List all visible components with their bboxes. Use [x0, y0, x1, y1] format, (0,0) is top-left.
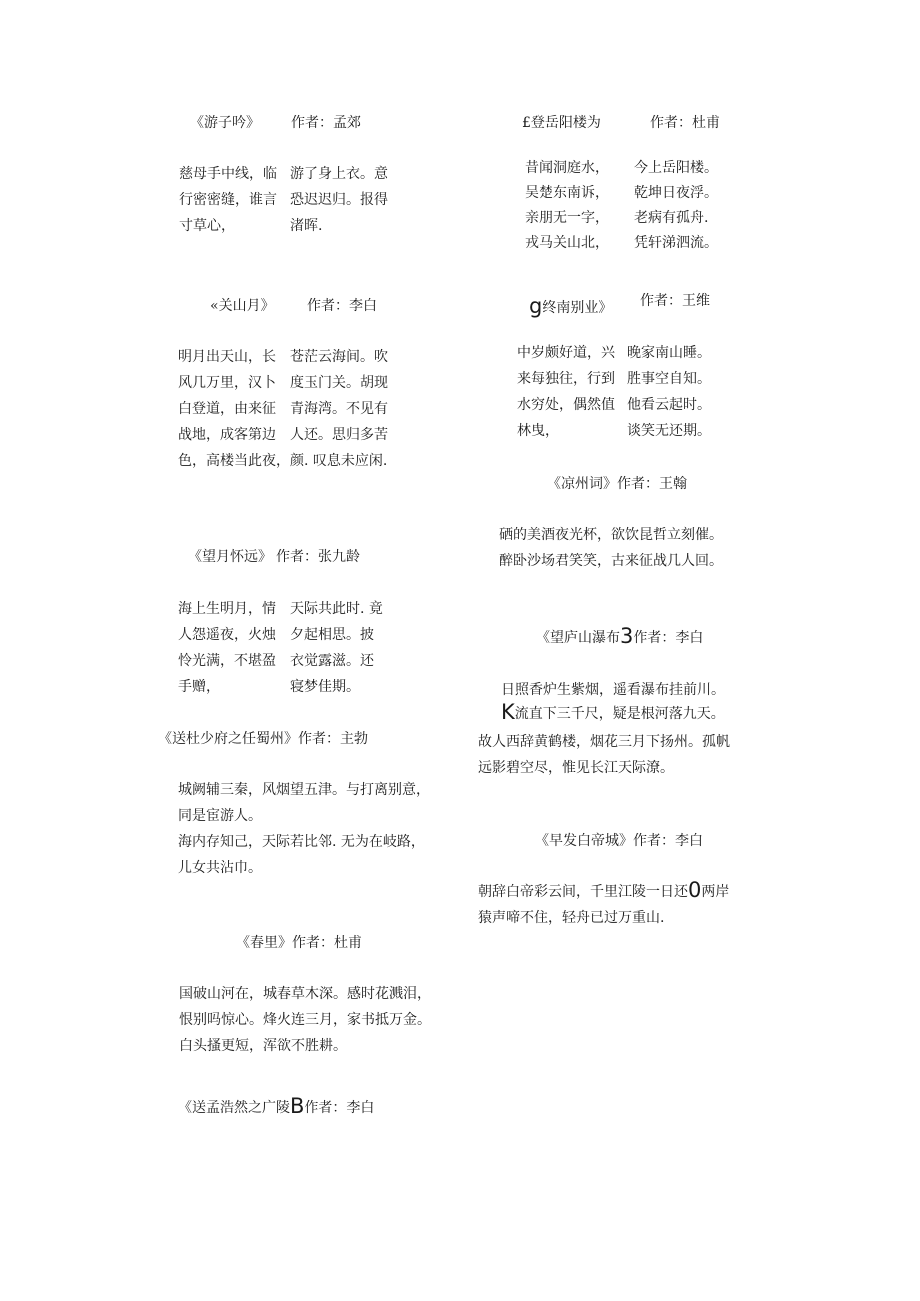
poem-heading: 《早发白帝城》作者：李白	[535, 833, 703, 849]
poem-author: 作者：孟郊	[291, 115, 361, 131]
poem-heading: 《送孟浩然之广陵B作者：李白	[178, 1094, 375, 1118]
poem-title: «关山月》	[210, 298, 275, 314]
poem-author: 作者：李白	[307, 298, 377, 314]
poem-author: 作者：王维	[640, 293, 710, 309]
poem-heading: 《望庐山瀑布3作者：李白	[536, 624, 704, 648]
poem-title: £登岳阳楼为	[522, 115, 601, 131]
poem-heading: 《春里》作者：杜甫	[236, 935, 362, 951]
poem-title: 《望月怀远》	[188, 549, 272, 565]
poem-author: 作者：张九龄	[276, 549, 360, 565]
poem-title: g终南别业》	[529, 294, 613, 318]
poem-author: 作者：杜甫	[650, 115, 720, 131]
poem-heading: 《凉州词》作者：王翰	[547, 476, 687, 492]
page: 《游子吟》 作者：孟郊 慈母手中线，临 行密密缝，谁言 寸草心， 游了身上衣。意 恐迟迟归。报得 渚晖. «关山月》 作者：李白 明月出天山，长 风几万里，汉卜 白登道，由来征 战地，成客第边 色，高楼当此夜， 苍茫云海间。吹 度玉门关。胡现 青海湾。不见有 人还。思归多苦 颜. 叹息未应闲. 《望月怀远》 作者：张九龄 海上生明月，情 人怨遥夜，火烛 怜光满，不堪盈 手赠， 天际共此时. 竟 夕起相思。披 衣觉露滋。还 寝梦佳期。 《送杜少府之任蜀州》作者：主勃 城阙辅三秦，风烟望五津。与打离别意， 同是宦游人。 海内存知己，天际若比邻. 无为在岐路， 儿女共沾巾。 《春里》作者：杜甫 国破山河在，城春草木深。感时花溅泪， 恨别吗惊心。烽火连三月，家书抵万金。 白头搔更短，浑欲不胜耕。 《送孟浩然之广陵B作者：李白 £登岳阳楼为 作者：杜甫 昔闻洞庭水， 吴楚东南诉， 亲朋无一字， 戎马关山北， 今上岳阳楼。 乾坤日夜浮。 老病有孤舟. 凭轩涕泗流。 g终南别业》 作者：王维 中岁颇好道，兴 来每独往，行到 水穷处，偶然值 林曳， 晚家南山睡。 胜事空自知。 他看云起时。 谈笑无还期。 《凉州词》作者：王翰 硒的美酒夜光杯，欲饮昆哲立刻催。 醉卧沙场君笑笑，古来征战几人回。 《望庐山瀑布3作者：李白 日照香炉生紫烟，遥看瀑布挂前川。 K流直下三千尺，疑是根河落九天。 故人西辞黄鹤楼，烟花三月下扬州。孤帆 远影碧空尽，惟见长江天际潦。 《早发白帝城》作者：李白 朝辞白帝彩云间，千里江陵一日还0两岸 猿声啼不住，轻舟已过万重山.	[158, 115, 730, 1118]
poem-heading: 《送杜少府之任蜀州》作者：主勃	[158, 731, 368, 747]
poem-title: 《游子吟》	[190, 115, 260, 131]
